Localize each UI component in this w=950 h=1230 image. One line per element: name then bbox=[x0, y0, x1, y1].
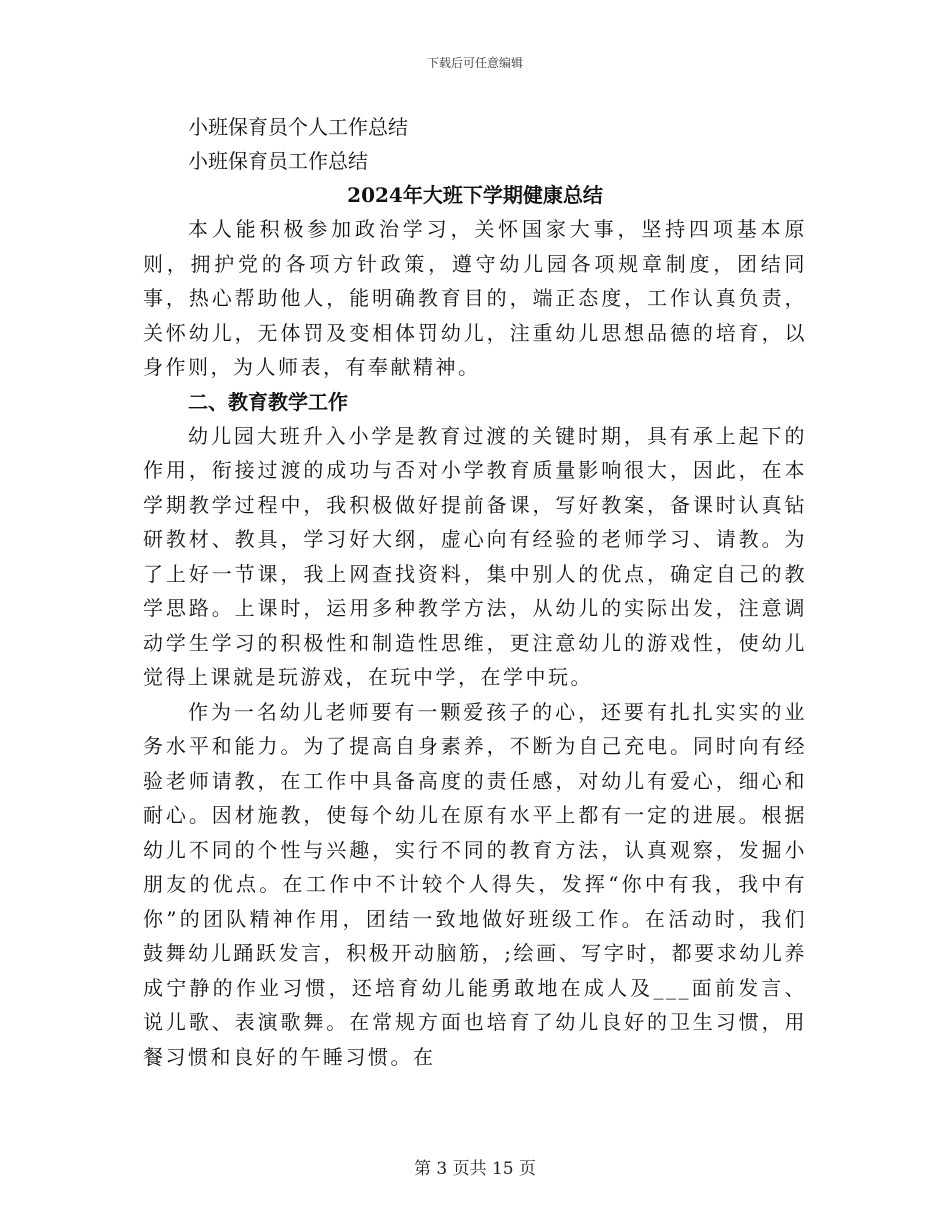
page-header: 下载后可任意编辑 bbox=[426, 56, 523, 70]
document-body bbox=[143, 110, 807, 1074]
paragraph-1: 本人能积极参加政治学习，关怀国家大事，坚持四项基本原则，拥护党的各项方针政策，遵守幼儿园各项规章制度，团结同事，热心帮助他人，能明确教育目的，端正态度，工作认真负责，关怀幼儿，无体罚及变相体罚幼儿，注重幼儿思想品德的培育，以身作则，为人师表，有奉献精神。 bbox=[143, 217, 807, 379]
paragraph-3: 作为一名幼儿老师要有一颗爱孩子的心，还要有扎扎实实的业务水平和能力。为了提高自身素养，不断为自己充电。同时向有经验老师请教，在工作中具备高度的责任感，对幼儿有爱心，细心和耐心。因材施教，使每个幼儿在原有水平上都有一定的进展。根据幼儿不同的个性与兴趣，实行不同的教育方法，认真观察，发掘小朋友的优点。在工作中不计较个人得失，发挥“你中有我，我中有你”的团队精神作用，团结一致地做好班级工作。在活动时，我们鼓舞幼儿踊跃发言，积极开动脑筋，;绘画、写字时，都要求幼儿养成宁静的作业习惯，还培育幼儿能勇敢地在成人及___面前发言、说儿歌、表演歌舞。在常规方面也培育了幼儿良好的卫生习惯，用餐习惯和良好的午睡习惯。在 bbox=[143, 699, 807, 1069]
section-heading-2: 二、教育教学工作 bbox=[188, 389, 348, 414]
related-link-1[interactable]: 小班保育员个人工作总结 bbox=[188, 115, 408, 139]
paragraph-2: 幼儿园大班升入小学是教育过渡的关键时期，具有承上起下的作用，衔接过渡的成功与否对小学教育质量影响很大，因此，在本学期教学过程中，我积极做好提前备课，写好教案，备课时认真钻研教材、教具，学习好大纲，虚心向有经验的老师学习、请教。为了上好一节课，我上网查找资料，集中别人的优点，确定自己的教学思路。上课时，运用多种教学方法，从幼儿的实际出发，注意调动学生学习的积极性和制造性思维，更注意幼儿的游戏性，使幼儿觉得上课就是玩游戏，在玩中学，在学中玩。 bbox=[143, 423, 807, 689]
document-title: 2024年大班下学期健康总结 bbox=[347, 183, 603, 207]
page-number-footer: 第 3 页共 15 页 bbox=[413, 1159, 537, 1179]
related-link-2[interactable]: 小班保育员工作总结 bbox=[188, 149, 368, 173]
